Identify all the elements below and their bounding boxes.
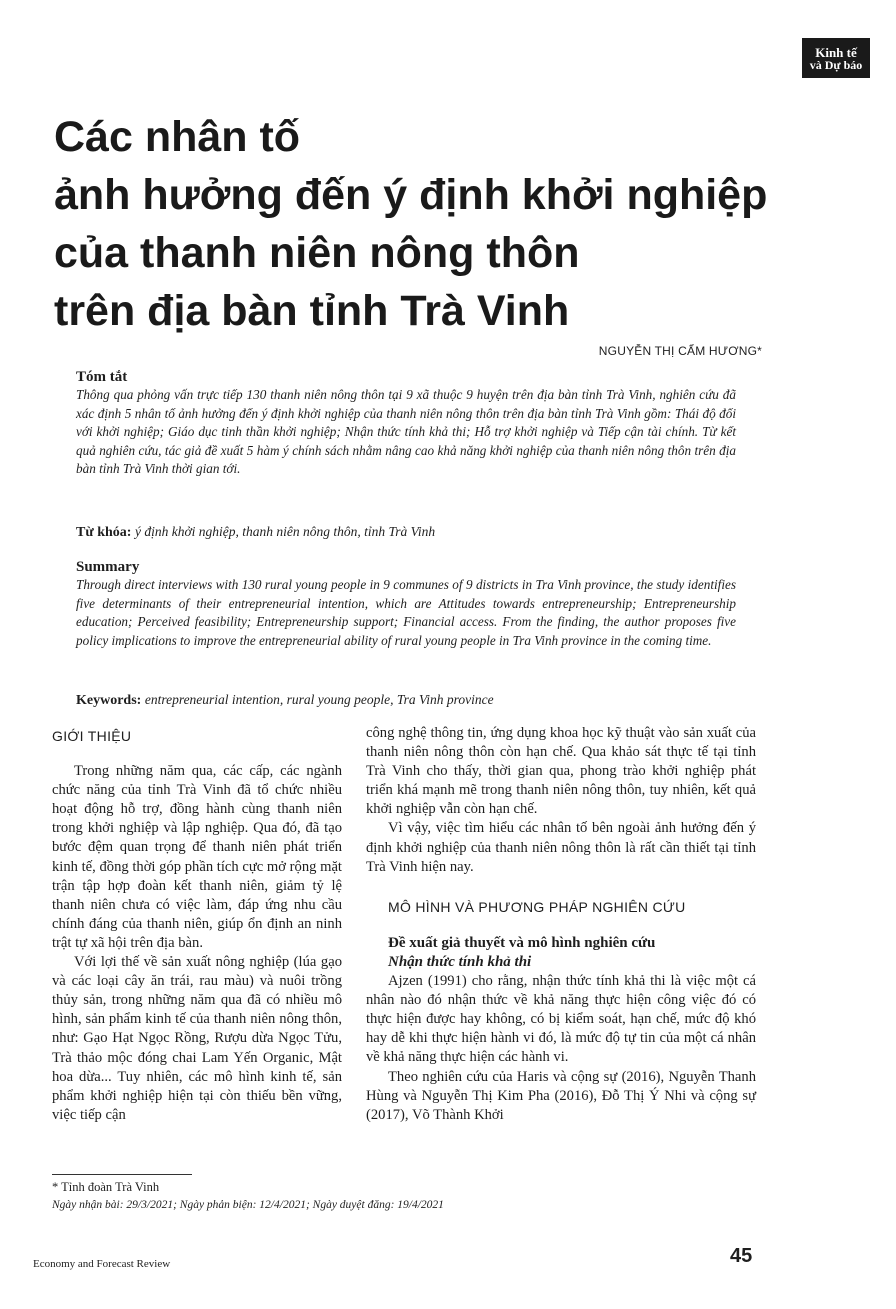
title-line: ảnh hưởng đến ý định khởi nghiệp	[54, 171, 768, 219]
keywords-en-text: entrepreneurial intention, rural young people, Tra Vinh province	[144, 692, 494, 707]
intro-paragraph: Trong những năm qua, các cấp, các ngành chức năng của tỉnh Trà Vinh đã tổ chức nhiều hoạt động hỗ trợ, đồng hành cùng thanh niên trong khởi nghiệp và lập nghiệp. Qua đó, đã tạo bước đệm quan trọng để thanh niên phát triển kinh tế, đồng thời góp phần tích cực mở rộng mặt trận tập hợp đoàn kết thanh niên, giảm tỷ lệ thanh niên chưa có việc làm, đáp ứng nhu cầu chính đáng của thanh niên, giúp ổn định an ninh trật tự xã hội trên địa bàn.	[52, 763, 342, 951]
article-title	[54, 108, 767, 340]
keywords-en	[76, 692, 736, 709]
intro-paragraph: Với lợi thế về sản xuất nông nghiệp (lúa gạo và các loại cây ăn trái, rau màu) và nuôi trồng thủy sản, trong những năm qua đã có nhiều mô hình, sản phẩm kinh tế của thanh niên nông thôn, như: Gạo Hạt Ngọc Rồng, Rượu dừa Ngọc Tửu, Trà thảo mộc đóng chai Lam Yến Organic, Mật hoa dừa... Tuy nhiên, các mô hình kinh tế, sản phẩm khởi nghiệp hiện tại còn thiếu bền vững, việc tiếp cận	[52, 954, 342, 1123]
summary-en-heading: Summary	[76, 559, 140, 575]
intro-paragraph: Vì vậy, việc tìm hiểu các nhân tố bên ngoài ảnh hưởng đến ý định khởi nghiệp của thanh niên nông thôn là rất cần thiết tại tỉnh Trà Vinh hiện nay.	[366, 820, 756, 875]
method-subheading: Đề xuất giả thuyết và mô hình nghiên cứu	[388, 934, 656, 951]
keywords-vi-text: ý định khởi nghiệp, thanh niên nông thôn, tỉnh Trà Vinh	[134, 524, 436, 539]
footnote-dates: Ngày nhận bài: 29/3/2021; Ngày phản biện: 12/4/2021; Ngày duyệt đăng: 19/4/2021	[52, 1199, 444, 1211]
summary-en	[76, 559, 736, 650]
title-line: Các nhân tố	[54, 113, 301, 161]
method-heading: MÔ HÌNH VÀ PHƯƠNG PHÁP NGHIÊN CỨU	[388, 898, 686, 915]
logo-line-2: và Dự báo	[809, 57, 863, 72]
title-line: của thanh niên nông thôn	[54, 229, 580, 277]
author-name: NGUYỄN THỊ CẨM HƯƠNG*	[598, 344, 762, 358]
keywords-vi-label: Từ khóa:	[76, 525, 132, 540]
left-column	[52, 727, 342, 1125]
summary-en-text: Through direct interviews with 130 rural young people in 9 communes of 9 districts in Tra Vinh province, the study identifies five determinants of their entrepreneurial intention, which are Attitudes towards entrepreneurship; Entrepreneurship education; Perceived feasibility; Entrepreneurship support; Financial access. From the finding, the author proposes five policy implications to improve the entrepreneurial ability of rural young people in Tra Vinh province in the coming time.	[76, 577, 736, 648]
abstract-vi-heading: Tóm tắt	[76, 369, 128, 385]
footnote-affiliation: * Tỉnh đoàn Trà Vinh	[52, 1180, 160, 1194]
abstract-vi	[76, 369, 736, 479]
abstract-vi-text: Thông qua phỏng vấn trực tiếp 130 thanh niên nông thôn tại 9 xã thuộc 9 huyện trên địa bàn tỉnh Trà Vinh, nghiên cứu đã xác định 5 nhân tố ảnh hưởng đến ý định khởi nghiệp của thanh niên nông thôn trên địa bàn tỉnh Trà Vinh gồm: Thái độ đối với khởi nghiệp; Giáo dục tinh thần khởi nghiệp; Nhận thức tính khả thi; Hỗ trợ khởi nghiệp và Tiếp cận tài chính. Từ kết quả nghiên cứu, tác giả đề xuất 5 hàm ý chính sách nhằm nâng cao khả năng khởi nghiệp của thanh niên nông thôn trên địa bàn tỉnh Trà Vinh thời gian tới.	[76, 387, 736, 476]
method-paragraph: Theo nghiên cứu của Haris và cộng sự (2016), Nguyễn Thanh Hùng và Nguyễn Thị Kim Pha (2016), Đỗ Thị Ý Nhi và cộng sự (2017), Võ Thành Khởi	[366, 1068, 756, 1123]
intro-heading: GIỚI THIỆU	[52, 728, 132, 744]
logo-line-1: Kinh tế	[815, 44, 857, 60]
method-paragraph: Ajzen (1991) cho rằng, nhận thức tính khả thi là việc một cá nhân nào đó nhận thức về khả năng thực hiện công việc đó có thực hiện được hay không, có bị kiểm soát, hạn chế, mức độ khó hay dễ khi thực hiện hành vi đó, là mức độ tự tin của một cá nhân về khả năng thực hiện các hành vi.	[366, 973, 756, 1066]
keywords-vi	[76, 524, 736, 541]
method-subsubheading: Nhận thức tính khả thi	[388, 953, 532, 970]
intro-paragraph: công nghệ thông tin, ứng dụng khoa học kỹ thuật vào sản xuất của thanh niên nông thôn còn hạn chế. Qua khảo sát thực tế tại tỉnh Trà Vinh cho thấy, thời gian qua, phong trào khởi nghiệp phát triển khá mạnh mẽ trong thanh niên nông thôn, tuy nhiên, kết quả khởi nghiệp vẫn còn hạn chế.	[366, 725, 756, 818]
footnote-divider	[52, 1174, 192, 1175]
keywords-en-label: Keywords:	[76, 693, 142, 708]
journal-logo	[802, 38, 870, 78]
right-column	[366, 724, 756, 1125]
journal-name-footer: Economy and Forecast Review	[33, 1258, 171, 1270]
title-line: trên địa bàn tỉnh Trà Vinh	[54, 287, 570, 335]
page-number: 45	[730, 1245, 753, 1267]
